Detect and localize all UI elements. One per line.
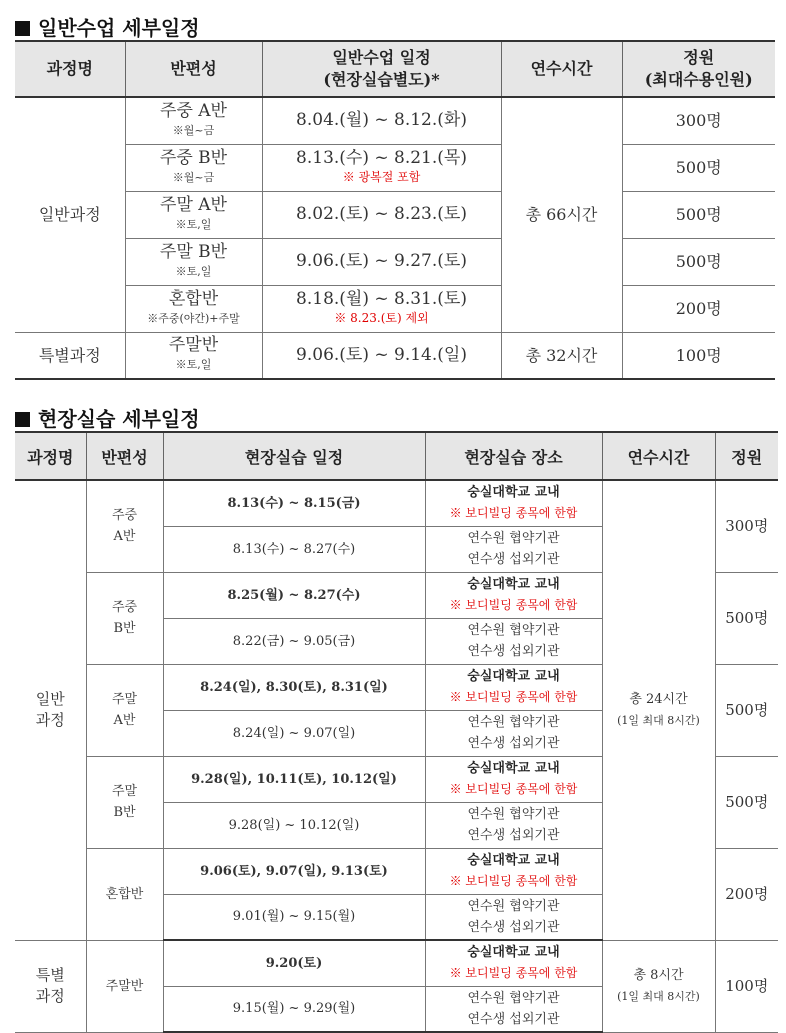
school-schedule-cell: 8.13(수) ~ 8.15(금)	[163, 480, 425, 526]
square-bullet-icon	[15, 21, 30, 36]
partner-schedule-cell: 9.15(월) ~ 9.29(월)	[163, 986, 425, 1032]
capacity-cell: 200명	[715, 848, 778, 940]
table-header-row	[15, 432, 778, 480]
schedule-cell: 8.18.(월) ~ 8.31.(토) ※ 8.23.(토) 제외	[262, 285, 501, 332]
hours-general: 총 24시간 (1일 최대 8시간)	[602, 480, 715, 940]
capacity-cell: 500명	[622, 238, 775, 285]
partner-place-cell: 연수원 협약기관 연수생 섭외기관	[425, 618, 602, 664]
school-place-cell: 숭실대학교 교내 ※ 보디빌딩 종목에 한함	[425, 480, 602, 526]
class-cell: 주말반 ※토,일	[125, 332, 262, 379]
school-place-cell: 숭실대학교 교내 ※ 보디빌딩 종목에 한함	[425, 572, 602, 618]
capacity-cell: 500명	[622, 191, 775, 238]
table-row	[15, 191, 775, 238]
school-schedule-cell: 8.25(월) ~ 8.27(수)	[163, 572, 425, 618]
section2-title: 현장실습 세부일정	[38, 407, 200, 431]
course-name-special: 특별과정	[15, 332, 125, 379]
class-cell: 주중 A반 ※월~금	[125, 97, 262, 144]
school-place-cell: 숭실대학교 교내 ※ 보디빌딩 종목에 한함	[425, 756, 602, 802]
capacity-cell: 500명	[715, 756, 778, 848]
section1-heading	[15, 12, 200, 41]
header-capacity: 정원 (최대수용인원)	[622, 41, 775, 97]
hours-special: 총 8시간 (1일 최대 8시간)	[602, 940, 715, 1032]
capacity-cell: 300명	[715, 480, 778, 572]
table-row	[15, 97, 775, 144]
header-schedule: 현장실습 일정	[163, 432, 425, 480]
class-cell: 주중 B반 ※월~금	[125, 144, 262, 191]
course-name-special: 특별 과정	[15, 940, 86, 1032]
header-course: 과정명	[15, 41, 125, 97]
schedule-cell: 8.13.(수) ~ 8.21.(목) ※ 광복절 포함	[262, 144, 501, 191]
class-cell: 주중 A반	[86, 480, 163, 572]
section1-title: 일반수업 세부일정	[38, 16, 200, 40]
square-bullet-icon	[15, 412, 30, 427]
schedule-cell: 9.06.(토) ~ 9.14.(일)	[262, 332, 501, 379]
partner-schedule-cell: 8.13(수) ~ 8.27(수)	[163, 526, 425, 572]
header-class: 반편성	[86, 432, 163, 480]
header-class: 반편성	[125, 41, 262, 97]
class-cell: 혼합반	[86, 848, 163, 940]
partner-place-cell: 연수원 협약기관 연수생 섭외기관	[425, 526, 602, 572]
course-name-general: 일반과정	[15, 97, 125, 332]
capacity-cell: 500명	[622, 144, 775, 191]
table-row	[15, 940, 778, 986]
hours-general: 총 66시간	[501, 97, 622, 332]
capacity-cell: 500명	[715, 664, 778, 756]
schedule-cell: 8.02.(토) ~ 8.23.(토)	[262, 191, 501, 238]
partner-place-cell: 연수원 협약기관 연수생 섭외기관	[425, 986, 602, 1032]
partner-place-cell: 연수원 협약기관 연수생 섭외기관	[425, 710, 602, 756]
field-practice-schedule-table	[15, 431, 778, 1033]
table-row	[15, 480, 778, 526]
header-course: 과정명	[15, 432, 86, 480]
class-cell: 혼합반 ※주중(야간)+주말	[125, 285, 262, 332]
class-cell: 주말 B반	[86, 756, 163, 848]
section2-heading	[15, 403, 200, 432]
school-schedule-cell: 9.28(일), 10.11(토), 10.12(일)	[163, 756, 425, 802]
class-cell: 주말반	[86, 940, 163, 1032]
capacity-cell: 300명	[622, 97, 775, 144]
hours-special: 총 32시간	[501, 332, 622, 379]
partner-schedule-cell: 8.22(금) ~ 9.05(금)	[163, 618, 425, 664]
capacity-cell: 100명	[622, 332, 775, 379]
capacity-cell: 500명	[715, 572, 778, 664]
class-cell: 주말 B반 ※토,일	[125, 238, 262, 285]
school-place-cell: 숭실대학교 교내 ※ 보디빌딩 종목에 한함	[425, 940, 602, 986]
table-row	[15, 332, 775, 379]
header-hours: 연수시간	[501, 41, 622, 97]
header-hours: 연수시간	[602, 432, 715, 480]
partner-schedule-cell: 8.24(일) ~ 9.07(일)	[163, 710, 425, 756]
table-row	[15, 144, 775, 191]
schedule-cell: 9.06.(토) ~ 9.27.(토)	[262, 238, 501, 285]
school-place-cell: 숭실대학교 교내 ※ 보디빌딩 종목에 한함	[425, 848, 602, 894]
school-schedule-cell: 9.20(토)	[163, 940, 425, 986]
header-place: 현장실습 장소	[425, 432, 602, 480]
general-class-schedule-table	[15, 40, 775, 380]
table-row	[15, 238, 775, 285]
partner-schedule-cell: 9.01(월) ~ 9.15(월)	[163, 894, 425, 940]
table-row	[15, 285, 775, 332]
school-place-cell: 숭실대학교 교내 ※ 보디빌딩 종목에 한함	[425, 664, 602, 710]
class-cell: 주중 B반	[86, 572, 163, 664]
schedule-cell: 8.04.(월) ~ 8.12.(화)	[262, 97, 501, 144]
partner-schedule-cell: 9.28(일) ~ 10.12(일)	[163, 802, 425, 848]
table-header-row	[15, 41, 775, 97]
school-schedule-cell: 8.24(일), 8.30(토), 8.31(일)	[163, 664, 425, 710]
header-schedule: 일반수업 일정 (현장실습별도)*	[262, 41, 501, 97]
school-schedule-cell: 9.06(토), 9.07(일), 9.13(토)	[163, 848, 425, 894]
partner-place-cell: 연수원 협약기관 연수생 섭외기관	[425, 894, 602, 940]
capacity-cell: 100명	[715, 940, 778, 1032]
class-cell: 주말 A반 ※토,일	[125, 191, 262, 238]
course-name-general: 일반 과정	[15, 480, 86, 940]
partner-place-cell: 연수원 협약기관 연수생 섭외기관	[425, 802, 602, 848]
class-cell: 주말 A반	[86, 664, 163, 756]
header-capacity: 정원	[715, 432, 778, 480]
capacity-cell: 200명	[622, 285, 775, 332]
